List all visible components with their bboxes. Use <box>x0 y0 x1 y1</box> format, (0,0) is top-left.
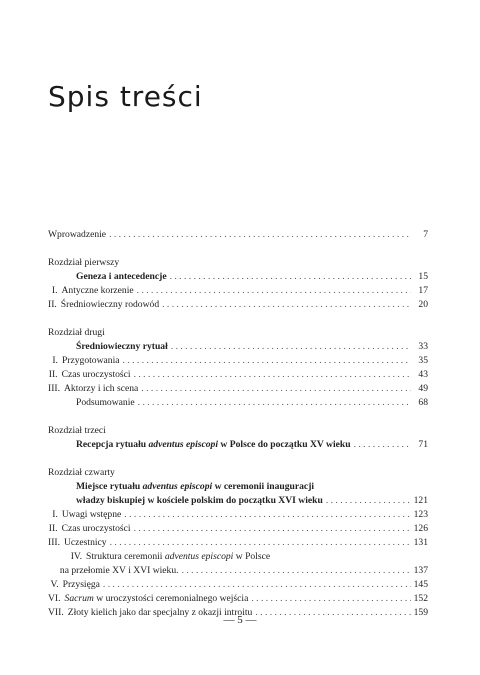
dot-leader <box>134 368 411 382</box>
toc-page-number: 20 <box>418 299 428 310</box>
dot-leader <box>109 228 411 242</box>
toc-entry-chapter-heading-line1[interactable]: Miejsce rytuału adventus episcopi w ceremonii inauguracji <box>76 481 315 492</box>
toc-page-number: 152 <box>413 593 428 604</box>
toc-page-number: 68 <box>418 397 428 408</box>
toc-page-number: 159 <box>413 607 428 618</box>
toc-entry-chapter-heading[interactable] <box>48 340 428 354</box>
toc-entry[interactable] <box>48 382 428 396</box>
toc-entry-label: Podsumowanie <box>76 397 135 408</box>
toc-entry-label: Przygotowania <box>61 355 120 366</box>
dot-leader <box>162 298 411 312</box>
toc-entry[interactable] <box>48 592 428 606</box>
table-of-contents <box>48 228 428 620</box>
section-number: VI. <box>48 593 61 604</box>
toc-entry-label: Uczestnicy <box>63 537 107 548</box>
section-number: II. <box>48 299 57 310</box>
toc-entry-label: Geneza i antecedencje <box>76 271 167 282</box>
toc-page-number: 43 <box>418 369 428 380</box>
toc-page-number: 35 <box>418 355 428 366</box>
toc-entry-line2[interactable] <box>48 564 428 578</box>
toc-entry-chapter-heading[interactable] <box>48 270 428 284</box>
toc-entry-label: Sacrum w uroczystości ceremonialnego wejścia <box>64 593 249 604</box>
chapter-label: Rozdział drugi <box>48 327 105 338</box>
dot-leader <box>134 522 411 536</box>
dot-leader <box>123 354 411 368</box>
dot-leader <box>326 494 411 508</box>
section-number: I. <box>51 285 58 296</box>
section-number: VII. <box>48 607 64 618</box>
dot-leader <box>354 438 411 452</box>
toc-entry-introduction[interactable] <box>48 228 428 242</box>
toc-page-number: 145 <box>413 579 428 590</box>
page-number-footer: — 5 — <box>223 614 257 626</box>
dot-leader <box>251 592 410 606</box>
toc-page-number: 49 <box>418 383 428 394</box>
toc-page-number: 121 <box>413 495 428 506</box>
page-title: Spis treści <box>48 80 203 113</box>
section-number: III. <box>48 537 60 548</box>
toc-entry-label: Średniowieczny rytuał <box>76 341 168 352</box>
toc-entry[interactable] <box>48 354 428 368</box>
toc-page-number: 7 <box>423 229 428 240</box>
toc-entry-label: Czas uroczystości <box>61 523 131 534</box>
toc-entry-chapter-heading[interactable] <box>48 438 428 452</box>
toc-page-number: 131 <box>413 537 428 548</box>
toc-page-number: 126 <box>413 523 428 534</box>
toc-entry-label: Średniowieczny rodowód <box>60 299 160 310</box>
toc-page-number: 123 <box>413 509 428 520</box>
toc-entry[interactable] <box>48 298 428 312</box>
toc-entry[interactable] <box>48 522 428 536</box>
toc-entry-label: Recepcja rytuału adventus episcopi w Polsce do początku XV wieku <box>76 439 351 450</box>
toc-entry-label: Uwagi wstępne <box>61 509 122 520</box>
toc-entry-label: Czas uroczystości <box>61 369 131 380</box>
section-number: I. <box>52 509 58 520</box>
section-number: V. <box>50 579 59 590</box>
toc-entry[interactable] <box>48 368 428 382</box>
toc-entry[interactable] <box>48 536 428 550</box>
chapter-label: Rozdział trzeci <box>48 425 106 436</box>
toc-page-number: 17 <box>418 285 428 296</box>
toc-page-number: 137 <box>413 565 428 576</box>
section-number: II. <box>48 523 58 534</box>
toc-entry-label: Złoty kielich jako dar specjalny z okazji introitu <box>67 607 253 618</box>
chapter-label: Rozdział czwarty <box>48 467 115 478</box>
dot-leader <box>171 340 411 354</box>
toc-page-number: 33 <box>418 341 428 352</box>
dot-leader <box>138 396 411 410</box>
toc-entry-label: władzy biskupiej w kościele polskim do początku XVI wieku <box>76 495 323 506</box>
toc-entry[interactable] <box>48 508 428 522</box>
toc-entry-line1[interactable]: IV. Struktura ceremonii adventus episcopi w Polsce <box>48 550 428 564</box>
toc-entry-label: Wprowadzenie <box>48 229 107 240</box>
chapter-label: Rozdział pierwszy <box>48 257 120 268</box>
toc-page-number: 71 <box>418 439 428 450</box>
toc-page-number: 15 <box>418 271 428 282</box>
toc-entry-label: na przełomie XV i XVI wieku. <box>59 565 179 576</box>
dot-leader <box>124 508 410 522</box>
section-number: II. <box>48 369 58 380</box>
toc-entry-label: Przysięga <box>62 579 100 590</box>
dot-leader <box>182 564 411 578</box>
toc-entry-label: Antyczne korzenie <box>61 285 134 296</box>
section-number: IV. <box>70 551 82 562</box>
dot-leader <box>141 382 411 396</box>
toc-entry-summary[interactable] <box>48 396 428 410</box>
dot-leader <box>137 284 411 298</box>
toc-entry[interactable] <box>48 284 428 298</box>
dot-leader <box>103 578 411 592</box>
section-number: I. <box>52 355 58 366</box>
toc-entry[interactable] <box>48 578 428 592</box>
toc-entry-label: Aktorzy i ich scena <box>63 383 139 394</box>
toc-entry-chapter-heading-line2[interactable] <box>48 494 428 508</box>
dot-leader <box>110 536 411 550</box>
dot-leader <box>170 270 411 284</box>
section-number: III. <box>48 383 60 394</box>
